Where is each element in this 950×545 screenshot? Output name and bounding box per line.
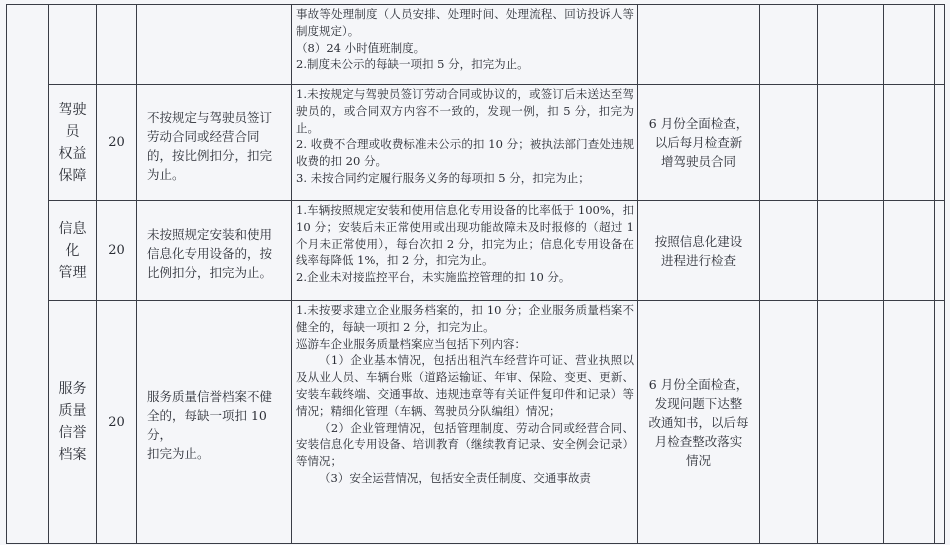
blank-cell	[818, 85, 884, 201]
check-cell: 6 月份全面检查， 发现问题下达整 改通知书，以后每 月检查整改落实 情况	[638, 301, 760, 544]
table-row	[7, 301, 945, 544]
blank-cell	[935, 301, 945, 544]
blank-cell	[884, 85, 935, 201]
blank-cell	[935, 201, 945, 301]
blank-cell	[760, 301, 818, 544]
rule-text: （2）企业管理情况，包括管理制度、劳动合同或经营合同、安装信息化专用设备、培训教育（继续教育记录、安全例会记录）等情况；	[296, 420, 634, 469]
table-row	[7, 201, 945, 301]
rules-cell	[292, 201, 638, 301]
score-cell: 20	[97, 85, 137, 201]
category-cell: 服务 质量 信誉 档案	[49, 301, 97, 544]
rule-text: 1.车辆按照规定安装和使用信息化专用设备的比率低于 100%，扣 10 分；安装后未正常使用或出现功能故障未及时报修的（超过 1 个月未正常使用），每台次扣 2 分，扣完为止；信息化专用设备在线率每降低 1%，扣 2 分，扣完为止。	[296, 203, 634, 268]
rule-text: 事故等处理制度（人员安排、处理时间、处理流程、回访投诉人等制度规定）。	[296, 7, 634, 38]
rule-text: 3. 未按合同约定履行服务义务的每项扣 5 分，扣完为止；	[296, 170, 590, 185]
blank-cell	[818, 301, 884, 544]
rule-text: 2.制度未公示的每缺一项扣 5 分，扣完为止。	[296, 57, 529, 72]
rule-text: 1.未按要求建立企业服务档案的，扣 10 分；企业服务质量档案不健全的，每缺一项扣 2 分，扣完为止。	[296, 303, 634, 334]
check-cell: 6 月份全面检查， 以后每月检查新 增驾驶员合同	[638, 85, 760, 201]
category-cell	[49, 5, 97, 85]
table-row	[7, 5, 945, 85]
rule-text: （8）24 小时值班制度。	[296, 40, 426, 55]
blank-cell	[935, 85, 945, 201]
score-cell: 20	[97, 201, 137, 301]
standard-cell: 服务质量信誉档案不健 全的，每缺一项扣 10 分， 扣完为止。	[137, 301, 292, 544]
score-cell	[97, 5, 137, 85]
rules-cell	[292, 301, 638, 544]
blank-cell	[884, 201, 935, 301]
category-cell: 驾驶 员 权益 保障	[49, 85, 97, 201]
rule-text: （3）安全运营情况，包括安全责任制度、交通事故责	[319, 470, 591, 485]
rules-cell	[292, 5, 638, 85]
rule-text: （1）企业基本情况，包括出租汽车经营许可证、营业执照以及从业人员、车辆台账（道路运输证、年审、保险、变更、更新、安装车载终端、交通事故、违规违章等有关证件复印件和记录）等情况；精细化管理（车辆、驾驶员分队编组）情况；	[296, 353, 634, 418]
standard-cell: 未按照规定安装和使用 信息化专用设备的，按 比例扣分，扣完为止。	[137, 201, 292, 301]
rule-text: 2.企业未对接监控平台，未实施监控管理的扣 10 分。	[296, 270, 571, 285]
score-cell: 20	[97, 301, 137, 544]
rule-text: 1.未按规定与驾驶员签订劳动合同或协议的，或签订后未送达至驾驶员的，或合同双方内容不一致的，发现一例，扣 5 分，扣完为止。	[296, 87, 634, 135]
blank-cell	[884, 301, 935, 544]
category-cell: 信息 化 管理	[49, 201, 97, 301]
blank-cell	[818, 201, 884, 301]
blank-cell	[7, 5, 49, 544]
check-cell: 按照信息化建设 进程进行检查	[638, 201, 760, 301]
standard-cell: 不按规定与驾驶员签订 劳动合同或经营合同 的，按比例扣分，扣完 为止。	[137, 85, 292, 201]
rules-cell	[292, 85, 638, 201]
assessment-table	[6, 4, 945, 544]
blank-cell	[760, 85, 818, 201]
blank-cell	[935, 5, 945, 85]
rule-text: 2. 收费不合理或收费标准未公示的扣 10 分；被执法部门查处违规收费的扣 20 分。	[296, 137, 634, 169]
blank-cell	[760, 201, 818, 301]
table-row	[7, 85, 945, 201]
rule-text: 巡游车企业服务质量档案应当包括下列内容：	[296, 336, 526, 351]
check-cell	[638, 5, 760, 85]
blank-cell	[884, 5, 935, 85]
standard-cell	[137, 5, 292, 85]
blank-cell	[818, 5, 884, 85]
blank-cell	[760, 5, 818, 85]
